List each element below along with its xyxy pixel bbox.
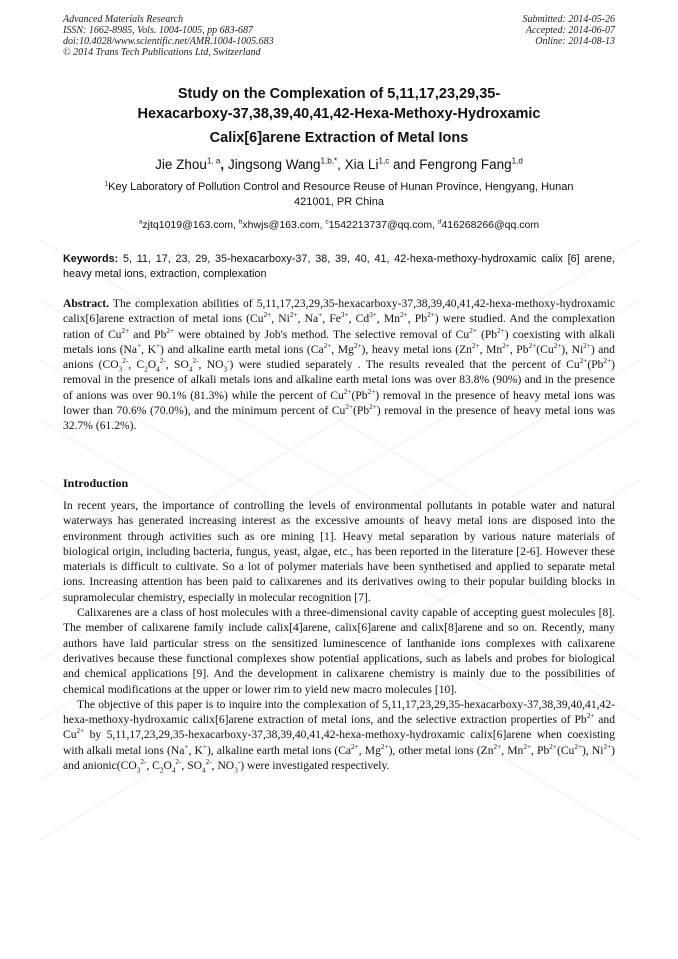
email-mark: a [138,218,143,226]
paper-title [63,84,615,148]
paragraph: Calixarenes are a class of host molecules with a three-dimensional cavity capable of accepting guest molecules [8]. The member of calixarene family include calix[4]arene, calix[6]arene and calix[8]arene and so on. Recently, many authors have laid particular stress on the sensitized luminescence of lanthanide ions complexes with calixarene derivatives because these functional complexes show potential applications, such as labels and probes for biological and chemical applications [9]. And the development in calixarene chemistry is mainly due to the possibilities of chemical modifications at the upper or lower rim to yield new macro molecules [10]. [63,606,615,696]
title-line: Calix[6]arene Extraction of Metal Ions [209,130,469,146]
date-accepted: Accepted: 2014-06-07 [525,25,615,36]
keywords-label: Keywords: [63,253,119,265]
paragraph: The objective of this paper is to inquire into the complexation of 5,11,17,23,29,35-hexacarboxy-37,38,39,40,41,42-hexa-methoxy-hydroxamic calix[6]arene extraction of metal ions, and the selective extraction properties of $Pb^{2+}$ and $Cu^{2+}$ by 5,11,17,23,29,35-hexacarboxy-37,38,39,40,41,42-hexa-methoxy-hydroxamic calix[6]arene when coexisting with alkali metal ions (Na+, K+), alkaline earth metal ions ($Ca^{2+}$, $Mg^{2+}$), other metal ions ($Zn^{2+}$, $Mn^{2+}$, $Pb^{2+}(Cu^{2+})$, $Ni^{2+}$) and $anionic(CO_3^{2-}$, $C_2O_4^{2-}$, $SO_4^{2-}$, $NO_3^-$) were investigated respectively. [63,697,616,775]
author-affil-mark: 1, a [206,156,221,166]
abstract-text: The complexation abilities of 5,11,17,23,29,35-hexacarboxy-37,38,39,40,41,42-hexa-methoxy-hydroxamic calix[6]arene extraction of metal ions ($Cu^{2+}$, $Ni^{2+}$, Na+, $Fe^{3+}$, $Cd^{3+}$, $Mn^{2+}$, $Pb^{2+}$) were studied. And the complexation ration of $Cu^{2+}$ and $Pb^{2+}$ were obtained by Job's method. The selective removal of $Cu^{2+}$ $(Pb^{2+})$ coexisting with alkali metals ions (Na+, K+) and alkaline earth metal ions ($Ca^{2+}$, $Mg^{2+}$), heavy metal ions ($Zn^{2+}$, $Mn^{2+}$, $Pb^{2+}(Cu^{2+})$, $Ni^{2+}$) and anions ($CO_3^{2-}$, $C_2O_4^{2-}$, $SO_4^{2-}$, $NO_3^-$) were studied separately . The results revealed that the percent of $Cu^{2+}(Pb^{2+})$ removal in the presence of alkali metals ions and alkaline earth metal ions was over 83.8% (90%) and in the presence of anions was over 90.1% (81.3%) while the percent of $Cu^{2+}(Pb^{2+})$ removal in the presence of heavy metal ions was lower than 70.6% (70.0%), and the minimum percent of $Cu^{2+}(Pb^{2+})$ removal in the presence of heavy metal ions was 32.7% (61.2%). [63,297,616,433]
affiliation-line: 421001, PR China [294,196,384,208]
author-name: Xia Li [344,157,379,172]
author-emails: $^a$zjtq1019@163.com, $^b$xhwjs@163.com, $^c$1542213737@qq.com, $^d$416268266@qq.com [138,218,540,231]
journal-issn: ISSN: 1662-8985, Vols. 1004-1005, pp 683-687 [63,25,253,36]
abstract [63,296,615,434]
author-affil-mark: 1,c [378,156,390,166]
email-mark: c [325,218,329,226]
journal-name: Advanced Materials Research [63,14,184,25]
email-link[interactable]: 416268266@qq.com [441,219,540,231]
date-submitted: Submitted: 2014-05-26 [522,14,615,25]
email-link[interactable]: 1542213737@qq.com [328,219,433,231]
email-link[interactable]: zjtq1019@163.com [142,219,234,231]
author-name: Jingsong Wang [227,157,321,172]
author-name: Fengrong Fang [419,157,512,172]
journal-doi[interactable]: doi:10.4028/www.scientific.net/AMR.1004-1005.683 [63,36,274,47]
author-name: Jie Zhou [155,157,207,172]
affiliation-line: Key Laboratory of Pollution Control and Resource Reuse of Hunan Province, Hengyang, Hunan [108,181,574,193]
journal-copyright: © 2014 Trans Tech Publications Ltd, Switzerland [63,47,261,58]
date-online: Online: 2014-08-13 [535,36,615,47]
keywords [63,252,615,281]
author-affil-mark: 1,b,* [320,156,338,166]
keywords-text: 5, 11, 17, 23, 29, 35-hexacarboxy-37, 38, 39, 40, 41, 42-hexa-methoxy-hydroxamic calix [6] arene, heavy metal ions, extraction, complexation [63,253,615,280]
paragraph: In recent years, the importance of controlling the levels of environmental pollutants in potable water and natural waterways has generated increasing interest as the excessive amounts of heavy metal ions are disposed into the environment through activities such as ore mining [1]. Heavy metal separation by various nature materials of biological origin, including bacteria, fungus, yeast, algae, etc., has been reported in the literature [2-6]. However these materials is difficult to cultivate. So a lot of polymer materials have been synthetised and applied to separate metal ions. Increasing attention has been paid to calixarenes and its derivatives owing to their popular building blocks in supramolecular chemistry, especially in molecular recognition [7]. [63,499,615,604]
section-heading-introduction: Introduction [63,476,129,490]
abstract-label: Abstract. [63,297,110,310]
email-mark: d [437,218,442,226]
author-affil-mark: 1,d [511,156,523,166]
introduction-body [63,498,615,773]
journal-info [63,14,274,58]
affiliation [63,180,615,210]
title-line: Hexacarboxy-37,38,39,40,41,42-Hexa-Methoxy-Hydroxamic [137,106,541,122]
title-line: Study on the Complexation of 5,11,17,23,29,35- [177,86,501,102]
author-list: Jie Zhou$^{1, a}$, Jingsong Wang$^{1,b,*}$, Xia Li$^{1,c}$ and Fengrong Fang$^{1,d}$ [155,156,523,172]
email-link[interactable]: xhwjs@163.com [242,219,320,231]
submission-dates [523,14,616,47]
affiliation-mark: 1 [104,180,109,188]
email-mark: b [238,218,243,226]
